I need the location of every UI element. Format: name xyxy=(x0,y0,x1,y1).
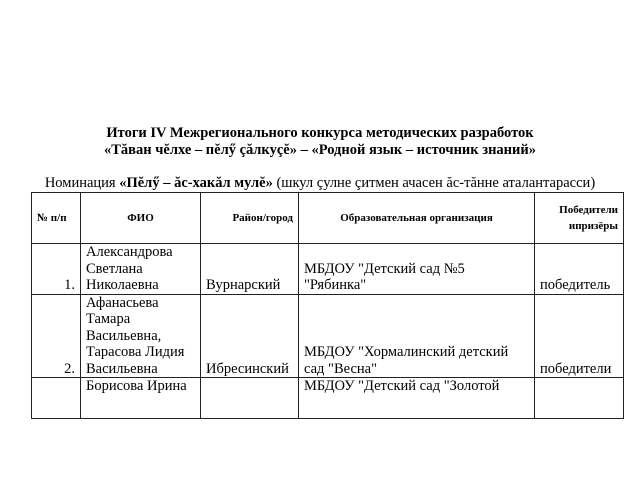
row-district: Вурнарский xyxy=(201,244,299,295)
nomination-name: «Пĕлӳ – ăс-хакăл мулĕ» xyxy=(119,175,273,191)
row-status: победитель xyxy=(535,244,624,295)
row-organization: МБДОУ "Детский сад "Золотой xyxy=(299,378,535,419)
row-district: Ибресинский xyxy=(201,294,299,378)
row-fio xyxy=(81,294,201,378)
fio-line: Афанасьева xyxy=(86,294,159,311)
fio-line: Александрова xyxy=(86,244,173,260)
table-header-row xyxy=(32,193,624,244)
document-title-line-1: Итоги IV Межрегионального конкурса методических разработок xyxy=(106,125,534,141)
row-fio xyxy=(81,244,201,295)
results-table xyxy=(31,192,624,419)
header-winners-line-2: ипризёры xyxy=(568,220,618,232)
row-number: 1. xyxy=(32,244,81,295)
header-winners xyxy=(535,193,624,244)
nomination-prefix: Номинация xyxy=(44,175,120,191)
fio-line: Васильевна, xyxy=(86,327,162,344)
table-row xyxy=(32,244,624,295)
row-number xyxy=(32,378,81,419)
nomination-description: (шкул çулне çитмен ачасен ăс-тăнне аталантарасси) xyxy=(272,175,596,191)
fio-line: Тарасова Лидия xyxy=(86,344,185,360)
fio-line: Николаевна xyxy=(86,277,159,293)
row-status: победители xyxy=(535,294,624,378)
fio-line: Тамара xyxy=(86,311,131,327)
header-district: Район/город xyxy=(201,193,299,244)
header-fio: ФИО xyxy=(81,193,201,244)
table-row xyxy=(32,378,624,419)
document-title-line-2: «Тăван чĕлхе – пĕлӳ çăлкуçĕ» – «Родной язык – источник знаний» xyxy=(104,142,536,158)
header-number: № п/п xyxy=(32,193,81,244)
row-organization: МБДОУ "Детский сад №5 "Рябинка" xyxy=(299,244,535,295)
row-district xyxy=(201,378,299,419)
row-number: 2. xyxy=(32,294,81,378)
row-status xyxy=(535,378,624,419)
header-organization: Образовательная организация xyxy=(299,193,535,244)
row-organization: МБДОУ "Хормалинский детский сад "Весна" xyxy=(299,294,535,378)
fio-line: Васильевна xyxy=(86,360,158,377)
header-winners-line-1: Победители xyxy=(559,203,618,216)
table-row xyxy=(32,294,624,378)
row-fio: Борисова Ирина xyxy=(81,378,201,419)
fio-line: Светлана xyxy=(86,260,143,277)
